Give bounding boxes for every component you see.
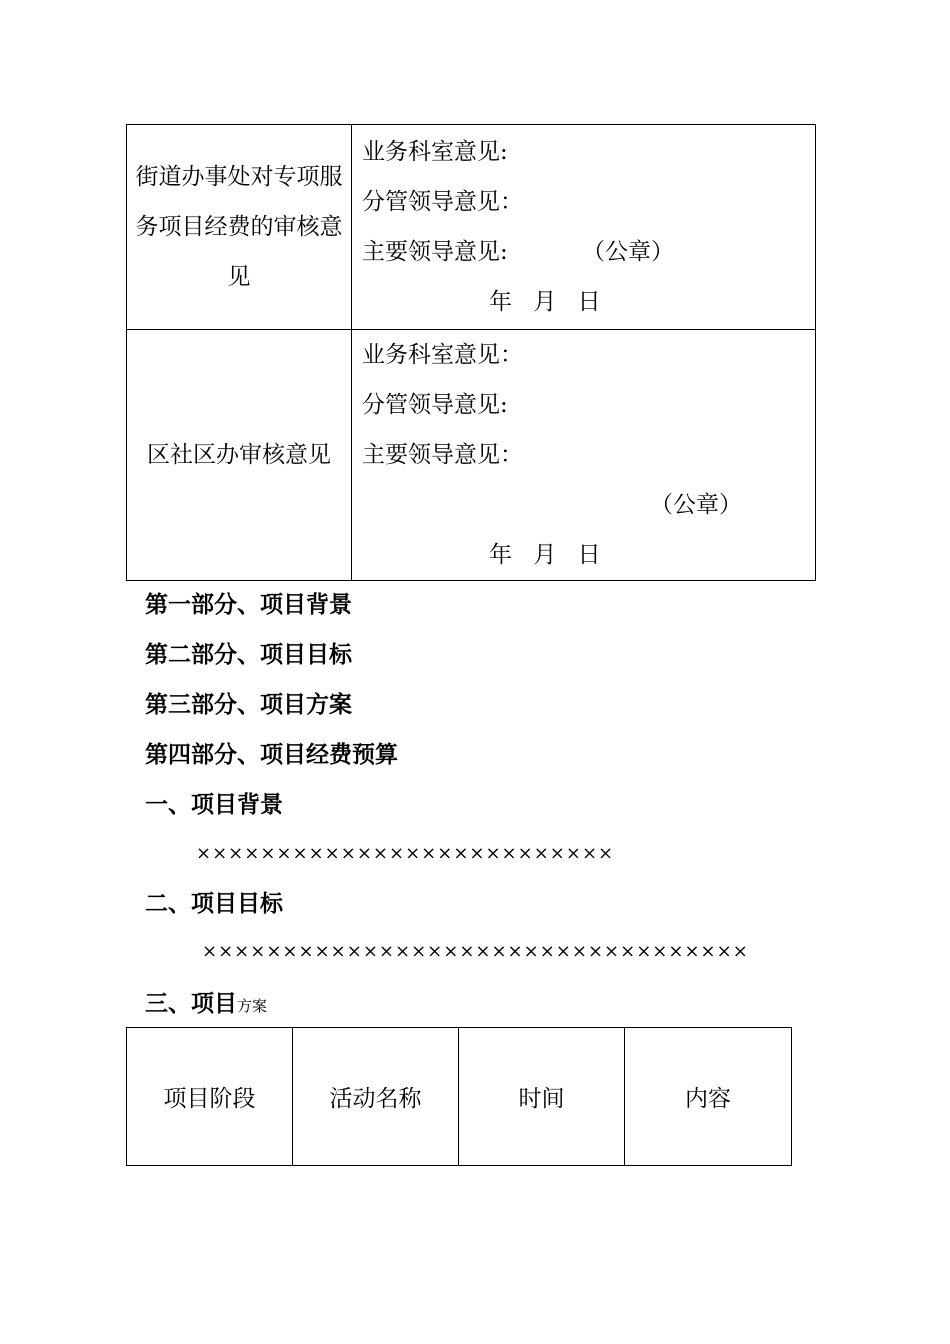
plan-table: [126, 1027, 792, 1166]
approval-label-cell: [127, 330, 352, 581]
chief-leader-opinion: 主要领导意见：: [362, 442, 523, 468]
approval-label: 区社区办审核意见: [147, 442, 331, 468]
approval-row-street: [127, 125, 816, 330]
column-header-activity: 活动名称: [293, 1028, 459, 1166]
chief-leader-opinion: 主要领导意见:: [362, 239, 508, 265]
deputy-leader-opinion: 分管领导意见：: [362, 189, 523, 215]
date-day: 日: [577, 542, 601, 568]
background-placeholder-text: ××××××××××××××××××××××××××: [196, 843, 615, 864]
approval-label: 街道办事处对专项服务项目经费的审核意见: [135, 164, 343, 290]
business-office-opinion: 业务科室意见:: [362, 139, 508, 165]
column-header-content: 内容: [625, 1028, 792, 1166]
approval-table: [126, 124, 816, 581]
plan-heading-small: 方案: [237, 997, 268, 1015]
section-heading-background: 一、项目背景: [145, 791, 283, 818]
date-day: 日: [577, 289, 601, 315]
approval-label-cell: [127, 125, 352, 330]
date-year: 年: [489, 289, 512, 315]
date-line: [362, 530, 815, 580]
section-heading-goal: 二、项目目标: [145, 890, 283, 917]
section-heading-plan: [145, 987, 267, 1021]
outline-item-2: 第二部分、项目目标: [145, 641, 352, 668]
outline-item-1: 第一部分、项目背景: [145, 591, 352, 618]
goal-placeholder-text: ××××××××××××××××××××××××××××××××××: [202, 941, 749, 962]
plan-heading-text: 三、项目: [145, 990, 237, 1017]
plan-table-header-row: [127, 1028, 792, 1166]
column-header-stage: 项目阶段: [127, 1028, 293, 1166]
column-header-time: 时间: [459, 1028, 625, 1166]
business-office-opinion: 业务科室意见：: [362, 342, 523, 368]
outline-item-3: 第三部分、项目方案: [145, 691, 352, 718]
date-month: 月: [533, 542, 557, 568]
opinion-cell: [352, 330, 816, 581]
chief-leader-opinion-line: [362, 227, 815, 277]
date-year: 年: [489, 542, 512, 568]
official-seal: （公章）: [582, 239, 674, 265]
official-seal: （公章）: [650, 492, 742, 518]
opinion-cell: [352, 125, 816, 330]
deputy-leader-opinion: 分管领导意见:: [362, 392, 508, 418]
approval-row-district: [127, 330, 816, 581]
outline-item-4: 第四部分、项目经费预算: [145, 741, 398, 768]
date-line: [362, 277, 815, 327]
date-month: 月: [533, 289, 557, 315]
